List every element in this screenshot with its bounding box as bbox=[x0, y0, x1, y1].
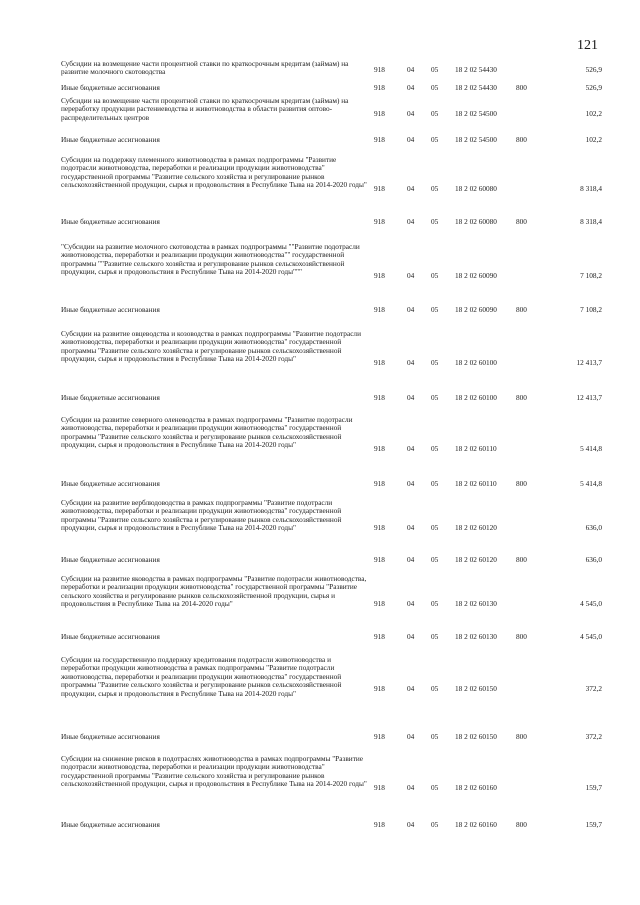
table-row bbox=[0, 218, 640, 243]
row-ved-code: 918 bbox=[374, 479, 385, 488]
row-amount: 102,2 bbox=[585, 109, 602, 118]
row-expense-type: 800 bbox=[516, 217, 527, 226]
row-amount: 8 318,4 bbox=[580, 184, 602, 193]
row-subsection-code: 05 bbox=[431, 358, 439, 367]
row-ved-code: 918 bbox=[374, 393, 385, 402]
row-amount: 4 545,0 bbox=[580, 599, 602, 608]
row-ved-code: 918 bbox=[374, 555, 385, 564]
row-target-code: 18 2 02 60080 bbox=[455, 217, 497, 226]
row-subsection-code: 05 bbox=[431, 599, 439, 608]
table-row bbox=[0, 755, 640, 821]
row-target-code: 18 2 02 60110 bbox=[455, 479, 497, 488]
row-description: Иные бюджетные ассигнования bbox=[61, 217, 160, 226]
row-target-code: 18 2 02 60100 bbox=[455, 358, 497, 367]
row-section-code: 04 bbox=[407, 479, 415, 488]
row-target-code: 18 2 02 60150 bbox=[455, 732, 497, 741]
row-amount: 7 108,2 bbox=[580, 271, 602, 280]
table-row bbox=[0, 733, 640, 755]
row-ved-code: 918 bbox=[374, 599, 385, 608]
row-subsection-code: 05 bbox=[431, 783, 439, 792]
row-subsection-code: 05 bbox=[431, 820, 439, 829]
row-ved-code: 918 bbox=[374, 820, 385, 829]
row-target-code: 18 2 02 60090 bbox=[455, 305, 497, 314]
row-description: Иные бюджетные ассигнования bbox=[61, 820, 160, 829]
budget-table bbox=[0, 60, 640, 841]
row-expense-type: 800 bbox=[516, 479, 527, 488]
row-expense-type: 800 bbox=[516, 732, 527, 741]
row-subsection-code: 05 bbox=[431, 479, 439, 488]
row-section-code: 04 bbox=[407, 358, 415, 367]
row-description: Субсидии на развитие овцеводства и козоводства в рамках подпрограммы "Развитие подотрасли животноводства, переработки и реализации продукции животноводства" государственной программы "Развитие сельского хозяйства и регулирование рынков сельскохозяйственной продукции, сырья и продовольствия в Республике Тыва на 2014-2020 годы" bbox=[61, 329, 361, 364]
row-description: Субсидии на возмещение части процентной ставки по краткосрочным кредитам (займам) на переработку продукции растениеводства и животноводства в области развития оптово-распределительных центров bbox=[61, 96, 349, 122]
row-target-code: 18 2 02 54430 bbox=[455, 83, 497, 92]
row-ved-code: 918 bbox=[374, 65, 385, 74]
row-ved-code: 918 bbox=[374, 358, 385, 367]
row-subsection-code: 05 bbox=[431, 632, 439, 641]
row-amount: 636,0 bbox=[585, 523, 602, 532]
row-expense-type: 800 bbox=[516, 632, 527, 641]
row-amount: 636,0 bbox=[585, 555, 602, 564]
table-row bbox=[0, 156, 640, 218]
row-amount: 526,9 bbox=[585, 83, 602, 92]
row-description: Иные бюджетные ассигнования bbox=[61, 732, 160, 741]
row-description: "Субсидии на развитие молочного скотоводства в рамках подпрограммы ""Развитие подотрасли животноводства, переработки и реализации продукции животноводства"" государственной программы ""Развитие сельского хозяйства и регулирование рынков сельскохозяйственной продукции, сырья и продовольствия в Республике Тыва на 2014-2020 годы""" bbox=[61, 242, 360, 277]
row-target-code: 18 2 02 60160 bbox=[455, 820, 497, 829]
row-target-code: 18 2 02 60110 bbox=[455, 444, 497, 453]
row-ved-code: 918 bbox=[374, 271, 385, 280]
row-section-code: 04 bbox=[407, 783, 415, 792]
row-amount: 159,7 bbox=[585, 820, 602, 829]
row-ved-code: 918 bbox=[374, 523, 385, 532]
row-amount: 372,2 bbox=[585, 684, 602, 693]
row-target-code: 18 2 02 54430 bbox=[455, 65, 497, 74]
row-ved-code: 918 bbox=[374, 732, 385, 741]
row-target-code: 18 2 02 60120 bbox=[455, 555, 497, 564]
table-row bbox=[0, 656, 640, 733]
table-row bbox=[0, 556, 640, 575]
row-amount: 5 414,8 bbox=[580, 444, 602, 453]
row-subsection-code: 05 bbox=[431, 109, 439, 118]
row-target-code: 18 2 02 60090 bbox=[455, 271, 497, 280]
row-amount: 526,9 bbox=[585, 65, 602, 74]
table-row bbox=[0, 416, 640, 480]
row-target-code: 18 2 02 60080 bbox=[455, 184, 497, 193]
row-target-code: 18 2 02 60160 bbox=[455, 783, 497, 792]
row-subsection-code: 05 bbox=[431, 65, 439, 74]
table-row bbox=[0, 243, 640, 306]
row-section-code: 04 bbox=[407, 732, 415, 741]
row-section-code: 04 bbox=[407, 109, 415, 118]
table-row bbox=[0, 330, 640, 394]
row-amount: 4 545,0 bbox=[580, 632, 602, 641]
row-amount: 5 414,8 bbox=[580, 479, 602, 488]
row-section-code: 04 bbox=[407, 444, 415, 453]
row-amount: 7 108,2 bbox=[580, 305, 602, 314]
table-row bbox=[0, 499, 640, 556]
row-amount: 12 413,7 bbox=[576, 393, 602, 402]
row-amount: 372,2 bbox=[585, 732, 602, 741]
table-row bbox=[0, 136, 640, 156]
table-row bbox=[0, 480, 640, 499]
row-section-code: 04 bbox=[407, 184, 415, 193]
row-description: Субсидии на развитие яководства в рамках подпрограммы "Развитие подотрасли животноводства, переработки и реализации продукции животноводства" государственной программы "Развитие сельского хозяйства и регулирование рынков сельскохозяйственной продукции, сырья и продовольствия в Республике Тыва на 2014-2020 годы" bbox=[61, 574, 367, 609]
row-description: Субсидии на государственную поддержку кредитования подотрасли животноводства и переработки продукции животноводства в рамках подпрограммы "Развитие подотрасли животноводства, переработки и реализации продукции животноводства" государственной программы "Развитие сельского хозяйства и регулирование рынков сельскохозяйственной продукции, сырья и продовольствия в Республике Тыва на 2014-2020 годы" bbox=[61, 655, 342, 698]
table-row bbox=[0, 306, 640, 330]
row-target-code: 18 2 02 54500 bbox=[455, 135, 497, 144]
row-subsection-code: 05 bbox=[431, 523, 439, 532]
row-section-code: 04 bbox=[407, 305, 415, 314]
row-subsection-code: 05 bbox=[431, 217, 439, 226]
row-subsection-code: 05 bbox=[431, 393, 439, 402]
row-ved-code: 918 bbox=[374, 684, 385, 693]
row-ved-code: 918 bbox=[374, 83, 385, 92]
row-target-code: 18 2 02 60150 bbox=[455, 684, 497, 693]
row-expense-type: 800 bbox=[516, 393, 527, 402]
row-ved-code: 918 bbox=[374, 109, 385, 118]
row-subsection-code: 05 bbox=[431, 684, 439, 693]
row-description: Иные бюджетные ассигнования bbox=[61, 83, 160, 92]
row-ved-code: 918 bbox=[374, 444, 385, 453]
row-target-code: 18 2 02 54500 bbox=[455, 109, 497, 118]
row-ved-code: 918 bbox=[374, 305, 385, 314]
row-subsection-code: 05 bbox=[431, 135, 439, 144]
row-description: Иные бюджетные ассигнования bbox=[61, 479, 160, 488]
row-section-code: 04 bbox=[407, 599, 415, 608]
row-target-code: 18 2 02 60130 bbox=[455, 632, 497, 641]
row-section-code: 04 bbox=[407, 393, 415, 402]
row-subsection-code: 05 bbox=[431, 555, 439, 564]
row-description: Иные бюджетные ассигнования bbox=[61, 305, 160, 314]
row-description: Иные бюджетные ассигнования bbox=[61, 393, 160, 402]
row-subsection-code: 05 bbox=[431, 305, 439, 314]
row-section-code: 04 bbox=[407, 684, 415, 693]
row-description: Иные бюджетные ассигнования bbox=[61, 135, 160, 144]
row-amount: 159,7 bbox=[585, 783, 602, 792]
row-description: Иные бюджетные ассигнования bbox=[61, 555, 160, 564]
row-section-code: 04 bbox=[407, 555, 415, 564]
row-amount: 12 413,7 bbox=[576, 358, 602, 367]
row-expense-type: 800 bbox=[516, 820, 527, 829]
row-subsection-code: 05 bbox=[431, 83, 439, 92]
row-amount: 102,2 bbox=[585, 135, 602, 144]
row-amount: 8 318,4 bbox=[580, 217, 602, 226]
table-row bbox=[0, 633, 640, 656]
row-ved-code: 918 bbox=[374, 135, 385, 144]
table-row bbox=[0, 575, 640, 633]
row-section-code: 04 bbox=[407, 135, 415, 144]
table-row bbox=[0, 394, 640, 416]
row-target-code: 18 2 02 60120 bbox=[455, 523, 497, 532]
row-section-code: 04 bbox=[407, 523, 415, 532]
table-row bbox=[0, 821, 640, 841]
row-ved-code: 918 bbox=[374, 217, 385, 226]
row-section-code: 04 bbox=[407, 271, 415, 280]
row-expense-type: 800 bbox=[516, 83, 527, 92]
row-target-code: 18 2 02 60130 bbox=[455, 599, 497, 608]
row-target-code: 18 2 02 60100 bbox=[455, 393, 497, 402]
row-subsection-code: 05 bbox=[431, 732, 439, 741]
table-row bbox=[0, 97, 640, 136]
row-subsection-code: 05 bbox=[431, 444, 439, 453]
row-expense-type: 800 bbox=[516, 135, 527, 144]
row-expense-type: 800 bbox=[516, 305, 527, 314]
row-ved-code: 918 bbox=[374, 184, 385, 193]
row-section-code: 04 bbox=[407, 65, 415, 74]
row-description: Субсидии на развитие верблюдоводства в рамках подпрограммы "Развитие подотрасли животноводства, переработки и реализации продукции животноводства" государственной программы "Развитие сельского хозяйства и регулирование рынков сельскохозяйственной продукции, сырья и продовольствия в Республике Тыва на 2014-2020 годы" bbox=[61, 498, 342, 533]
row-section-code: 04 bbox=[407, 820, 415, 829]
row-description: Субсидии на снижение рисков в подотраслях животноводства в рамках подпрограммы "Развитие подотрасли животноводства, переработки и реализации продукции животноводства" государственной программы "Развитие сельского хозяйства и регулирование рынков сельскохозяйственной продукции, сырья и продовольствия в Республике Тыва на 2014-2020 годы" bbox=[61, 754, 367, 789]
row-description: Иные бюджетные ассигнования bbox=[61, 632, 160, 641]
page-number: 121 bbox=[577, 38, 598, 53]
row-description: Субсидии на поддержку племенного животноводства в рамках подпрограммы "Развитие подотрасли животноводства, переработки и реализации продукции животноводства" государственной программы "Развитие сельского хозяйства и регулирование рынков сельскохозяйственной продукции, сырья и продовольствия в Республике Тыва на 2014-2020 годы" bbox=[61, 155, 367, 190]
row-section-code: 04 bbox=[407, 83, 415, 92]
row-ved-code: 918 bbox=[374, 632, 385, 641]
row-description: Субсидии на возмещение части процентной ставки по краткосрочным кредитам (займам) на развитие молочного скотоводства bbox=[61, 59, 349, 77]
row-expense-type: 800 bbox=[516, 555, 527, 564]
row-subsection-code: 05 bbox=[431, 271, 439, 280]
table-row bbox=[0, 60, 640, 84]
row-section-code: 04 bbox=[407, 217, 415, 226]
row-section-code: 04 bbox=[407, 632, 415, 641]
row-description: Субсидии на развитие северного оленеводства в рамках подпрограммы "Развитие подотрасли животноводства, переработки и реализации продукции животноводства" государственной программы "Развитие сельского хозяйства и регулирование рынков сельскохозяйственной продукции, сырья и продовольствия в Республике Тыва на 2014-2020 годы" bbox=[61, 415, 353, 450]
row-ved-code: 918 bbox=[374, 783, 385, 792]
row-subsection-code: 05 bbox=[431, 184, 439, 193]
